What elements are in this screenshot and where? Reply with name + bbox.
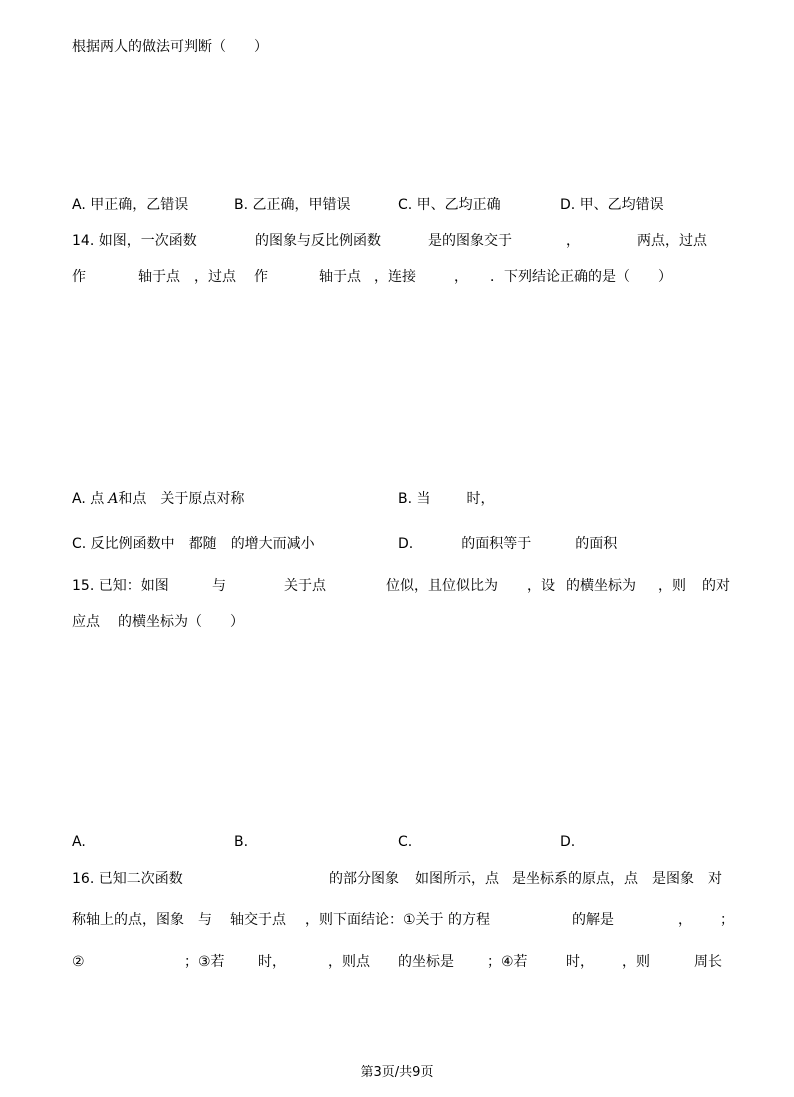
q16-text: 的坐标是: [398, 954, 454, 970]
q15-text: 15. 已知：如图: [72, 578, 169, 594]
q16-text: ②: [72, 954, 85, 970]
q15-text: 的横坐标为（ ）: [118, 614, 244, 630]
q16-text: 时，: [566, 954, 594, 970]
option-text: A. 点: [72, 491, 105, 507]
q15-text: 应点: [72, 614, 100, 630]
q13-options: [72, 196, 722, 214]
q16-text: 的解是: [572, 912, 614, 928]
q14-option-a: [72, 490, 244, 508]
q16-text: 是图象: [652, 871, 694, 887]
q13-option-d: D. 甲、乙均错误: [560, 197, 664, 213]
q16-text: 是坐标系的原点，点: [512, 871, 638, 887]
q16-text: 周长: [694, 954, 722, 970]
q16-text: 与: [198, 912, 212, 928]
q14-text: 是的图象交于: [428, 233, 512, 249]
q15-line-2: [72, 613, 722, 631]
q16-text: ，: [678, 912, 692, 928]
q13-option-b: B. 乙正确，甲错误: [234, 197, 351, 213]
q14-text: ，连接: [374, 269, 416, 285]
q16-text: ；: [720, 912, 734, 928]
option-text: 的面积: [575, 536, 618, 552]
q14-text: 作: [254, 269, 268, 285]
q16-text: ，则下面结论：①关于: [305, 912, 444, 928]
option-text: 都随: [188, 536, 217, 552]
option-text: B. 当: [398, 491, 431, 507]
q13-option-a: A. 甲正确，乙错误: [72, 197, 189, 213]
q15-text: ，则: [658, 578, 686, 594]
q15-text: 与: [212, 578, 226, 594]
q14-text: 轴于点: [319, 269, 361, 285]
option-text: 时，: [466, 491, 495, 507]
q16-text: 16. 已知二次函数: [72, 871, 183, 887]
q16-text: 轴交于点: [230, 912, 286, 928]
q16-text: 的部分图象: [329, 871, 399, 887]
q15-option-b: B.: [234, 834, 249, 850]
option-text: 和点: [118, 491, 147, 507]
q14-text: 轴于点: [138, 269, 180, 285]
option-text: 的面积等于: [461, 536, 532, 552]
q15-option-c: C.: [398, 834, 413, 850]
q16-text: 称轴上的点，图象: [72, 912, 184, 928]
q16-text: 如图所示，点: [415, 871, 499, 887]
q14-text: ，: [454, 269, 468, 285]
q16-line-2: [72, 911, 734, 929]
q16-text: ，则: [622, 954, 650, 970]
q14-options-row-2: [72, 535, 722, 553]
q13-judge-text: 根据两人的做法可判断（ ）: [72, 39, 268, 55]
q15-text: 的横坐标为: [566, 578, 636, 594]
q14-option-c: [72, 535, 315, 553]
page-footer: 第3页/共9页: [360, 1065, 434, 1080]
q14-text: 的图象与反比例函数: [255, 233, 381, 249]
q15-option-d: D.: [560, 834, 576, 850]
q14-line-1: [72, 232, 722, 250]
q14-number-text: 14. 如图，一次函数: [72, 233, 197, 249]
q16-text: ，则点: [328, 954, 370, 970]
q16-text: 对: [708, 871, 722, 887]
q14-text: ，过点: [194, 269, 236, 285]
option-text: C. 反比例函数中: [72, 536, 175, 552]
q16-line-1: [72, 870, 722, 888]
q14-line-2: [72, 268, 722, 286]
q14-text: ．下列结论正确的是（ ）: [490, 269, 672, 285]
q14-options-row-1: [72, 490, 722, 508]
q14-text: ，: [566, 233, 580, 249]
q13-option-c: C. 甲、乙均正确: [398, 197, 501, 213]
q14-option-d: [398, 535, 617, 553]
q15-text: 位似，且位似比为: [386, 578, 498, 594]
q14-text: 作: [72, 269, 86, 285]
q16-text: 时，: [258, 954, 286, 970]
q16-text: 的方程: [448, 912, 490, 928]
q15-options: [72, 833, 722, 851]
q15-option-a: A.: [72, 834, 86, 850]
q15-text: 的对: [702, 578, 730, 594]
q14-text: 两点，过点: [637, 233, 707, 249]
option-text: 关于原点对称: [160, 491, 245, 507]
math-var: A: [108, 491, 119, 507]
q16-text: ；④若: [487, 954, 528, 970]
q14-option-b: [398, 490, 495, 508]
q15-text: 关于点: [284, 578, 326, 594]
q15-line-1: [72, 577, 730, 595]
q15-text: ，设: [527, 578, 555, 594]
option-text: D.: [398, 536, 414, 552]
q16-line-3: [72, 953, 722, 971]
q16-text: ；③若: [184, 954, 225, 970]
option-text: 的增大而减小: [230, 536, 315, 552]
